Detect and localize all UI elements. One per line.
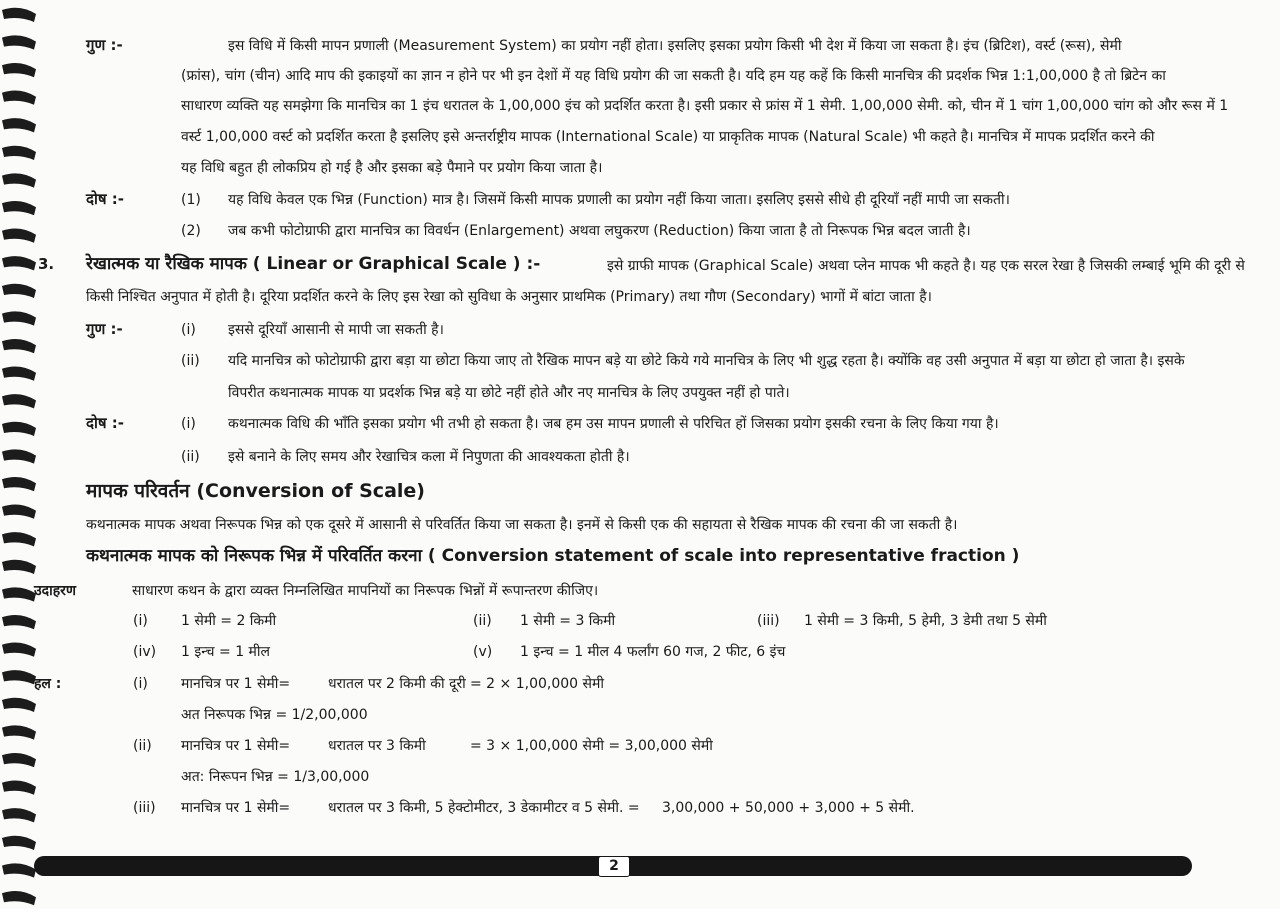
binding-ring [2, 35, 36, 49]
binding-ring [2, 118, 36, 132]
binding-ring [2, 422, 36, 436]
solution-2-num: (ii) [133, 738, 152, 754]
binding-ring [2, 560, 36, 574]
binding-ring [2, 808, 36, 822]
dosh-3-label: दोष :- [86, 414, 124, 432]
binding-ring [2, 8, 36, 22]
conversion-text: कथनात्मक मापक अथवा निरूपक भिन्न को एक दूसरे में आसानी से परिवर्तित किया जा सकता है। इनमें से किसी एक की सहायता से रैखिक मापक की रचना की जा सकती है। [86, 517, 958, 533]
solution-2-map: मानचित्र पर 1 सेमी= [181, 738, 291, 754]
binding-ring [2, 615, 36, 629]
binding-ring [2, 311, 36, 325]
gun-3-label: गुण :- [86, 320, 123, 338]
section-3-text-line-2: किसी निश्चित अनुपात में होती है। दूरिया प्रदर्शित करने के लिए इस रेखा को सुविधा के अनुसार प्राथमिक (Primary) तथा गौण (Secondary) भागों में बांटा जाता है। [86, 289, 932, 305]
example-item-ii: 1 सेमी = 3 किमी [520, 613, 616, 629]
solution-1-map: मानचित्र पर 1 सेमी= [181, 676, 291, 692]
gun-text-line-1: इस विधि में किसी मापन प्रणाली (Measurement System) का प्रयोग नहीं होता। इसलिए इसका प्रयोग किसी भी देश में किया जा सकता है। इंच (ब्रिटिश), वर्स्ट (रूस), सेमी [228, 38, 1122, 54]
binding-ring [2, 643, 36, 657]
binding-ring [2, 91, 36, 105]
solution-3-ground: धरातल पर 3 किमी, 5 हेक्टोमीटर, 3 डेकामीटर व 5 सेमी. = [328, 800, 640, 816]
binding-ring [2, 891, 36, 905]
dosh-3-text-2: इसे बनाने के लिए समय और रेखाचित्र कला में निपुणता की आवश्यकता होती है। [228, 449, 630, 465]
gun-text-line-3: साधारण व्यक्ति यह समझेगा कि मानचित्र का 1 इंच धरातल के 1,00,000 इंच को प्रदर्शित करता है। इसी प्रकार से फ्रांस में 1 सेमी. 1,00,000 सेमी. को, चीन में 1 चांग 1,00,000 चांग को और रूस में 1 [181, 98, 1229, 114]
binding-ring [2, 339, 36, 353]
binding-ring [2, 449, 36, 463]
binding-ring [2, 477, 36, 491]
binding-ring [2, 725, 36, 739]
solution-3-map: मानचित्र पर 1 सेमी= [181, 800, 291, 816]
example-item-v: 1 इन्च = 1 मील 4 फर्लांग 60 गज, 2 फीट, 6 इंच [520, 644, 786, 660]
binding-ring [2, 753, 36, 767]
dosh-3-text-1: कथनात्मक विधि की भाँति इसका प्रयोग भी तभी हो सकता है। जब हम उस मापन प्रणाली से परिचित हों जिसका प्रयोग इसकी रचना के लिए किया गया है। [228, 416, 999, 432]
example-num-iii: (iii) [757, 613, 780, 629]
dosh-label: दोष :- [86, 190, 124, 208]
binding-ring [2, 698, 36, 712]
binding-ring [2, 284, 36, 298]
solution-1-result: अत निरूपक भिन्न = 1/2,00,000 [181, 707, 368, 723]
binding-ring [2, 201, 36, 215]
gun-3-text-2a: यदि मानचित्र को फोटोग्राफी द्वारा बड़ा या छोटा किया जाए तो रैखिक मापन बड़े या छोटे किये गये मानचित्र के लिए भी शुद्ध रहता है। क्योंकि वह उसी अनुपात में बड़ा या छोटा हो जाता है। इसके [228, 353, 1185, 369]
binding-ring [2, 836, 36, 850]
gun-3-text-2b: विपरीत कथनात्मक मापक या प्रदर्शक भिन्न बड़े या छोटे नहीं होते और नए मानचित्र के लिए उपयुक्त नहीं हो पाते। [228, 385, 790, 401]
dosh-num-1: (1) [181, 192, 201, 208]
page-number: 2 [598, 856, 630, 877]
solution-1-ground: धरातल पर 2 किमी की दूरी [328, 676, 466, 692]
binding-ring [2, 781, 36, 795]
dosh-3-num-2: (ii) [181, 449, 200, 465]
section-3-title: रेखात्मक या रैखिक मापक ( Linear or Graphical Scale ) :- [86, 254, 541, 274]
binding-ring [2, 146, 36, 160]
solution-3-value: 3,00,000 + 50,000 + 3,000 + 5 सेमी. [662, 800, 915, 816]
solution-2-value: = 3 × 1,00,000 सेमी = 3,00,000 सेमी [470, 738, 713, 754]
binding-ring [2, 670, 36, 684]
solution-label: हल : [34, 676, 62, 692]
gun-text-line-5: यह विधि बहुत ही लोकप्रिय हो गई है और इसका बड़े पैमाने पर प्रयोग किया जाता है। [181, 160, 603, 176]
section-3-text-line-1: इसे ग्राफी मापक (Graphical Scale) अथवा प्लेन मापक भी कहते है। यह एक सरल रेखा है जिसकी लम्बाई भूमि की दूरी से [607, 258, 1245, 274]
binding-ring [2, 229, 36, 243]
spiral-binding [0, 0, 44, 909]
binding-ring [2, 394, 36, 408]
binding-ring [2, 532, 36, 546]
conversion-subtitle: कथनात्मक मापक को निरूपक भिन्न में परिवर्तित करना ( Conversion statement of scale into representative fraction ) [86, 546, 1020, 566]
example-num-v: (v) [473, 644, 493, 660]
binding-ring [2, 256, 36, 270]
gun-3-text-1: इससे दूरियाँ आसानी से मापी जा सकती है। [228, 322, 444, 338]
example-num-i: (i) [133, 613, 148, 629]
binding-ring [2, 63, 36, 77]
solution-1-value: = 2 × 1,00,000 सेमी [470, 676, 604, 692]
dosh-text-1: यह विधि केवल एक भिन्न (Function) मात्र है। जिसमें किसी मापक प्रणाली का प्रयोग नहीं किया जाता। इसलिए इससे सीधे ही दूरियाँ नहीं मापी जा सकती। [228, 192, 1010, 208]
example-item-iv: 1 इन्च = 1 मील [181, 644, 271, 660]
dosh-3-num-1: (i) [181, 416, 196, 432]
solution-2-ground: धरातल पर 3 किमी [328, 738, 426, 754]
example-item-iii: 1 सेमी = 3 किमी, 5 हेमी, 3 डेमी तथा 5 सेमी [804, 613, 1047, 629]
gun-3-num-1: (i) [181, 322, 196, 338]
gun-text-line-4: वर्स्ट 1,00,000 वर्स्ट को प्रदर्शित करता है इसलिए इसे अन्तर्राष्ट्रीय मापक (International Scale) या प्राकृतिक मापक (Natural Scale) भी कहते है। मानचित्र में मापक प्रदर्शित करने की [181, 129, 1155, 145]
binding-ring [2, 863, 36, 877]
example-item-i: 1 सेमी = 2 किमी [181, 613, 277, 629]
binding-ring [2, 505, 36, 519]
binding-ring [2, 587, 36, 601]
example-num-iv: (iv) [133, 644, 157, 660]
solution-3-num: (iii) [133, 800, 156, 816]
example-intro: साधारण कथन के द्वारा व्यक्त निम्नलिखित मापनियों का निरूपक भिन्नों में रूपान्तरण कीजिए। [132, 583, 599, 599]
conversion-title: मापक परिवर्तन (Conversion of Scale) [86, 480, 425, 502]
dosh-text-2: जब कभी फोटोग्राफी द्वारा मानचित्र का विवर्धन (Enlargement) अथवा लघुकरण (Reduction) किया जाता है तो निरूपक भिन्न बदल जाती है। [228, 223, 971, 239]
gun-label: गुण :- [86, 36, 123, 54]
solution-1-num: (i) [133, 676, 148, 692]
solution-2-result: अत: निरूपन भिन्न = 1/3,00,000 [181, 769, 370, 785]
example-label: उदाहरण [34, 583, 77, 599]
gun-3-num-2: (ii) [181, 353, 200, 369]
gun-text-line-2: (फ्रांस), चांग (चीन) आदि माप की इकाइयों का ज्ञान न होने पर भी इन देशों में यह विधि प्रयोग की जा सकती है। यदि हम यह कहें कि किसी मानचित्र की प्रदर्शक भिन्न 1:1,00,000 है तो ब्रिटेन का [181, 68, 1166, 84]
dosh-num-2: (2) [181, 223, 201, 239]
section-3-number: 3. [38, 255, 55, 273]
example-num-ii: (ii) [473, 613, 492, 629]
binding-ring [2, 367, 36, 381]
binding-ring [2, 173, 36, 187]
